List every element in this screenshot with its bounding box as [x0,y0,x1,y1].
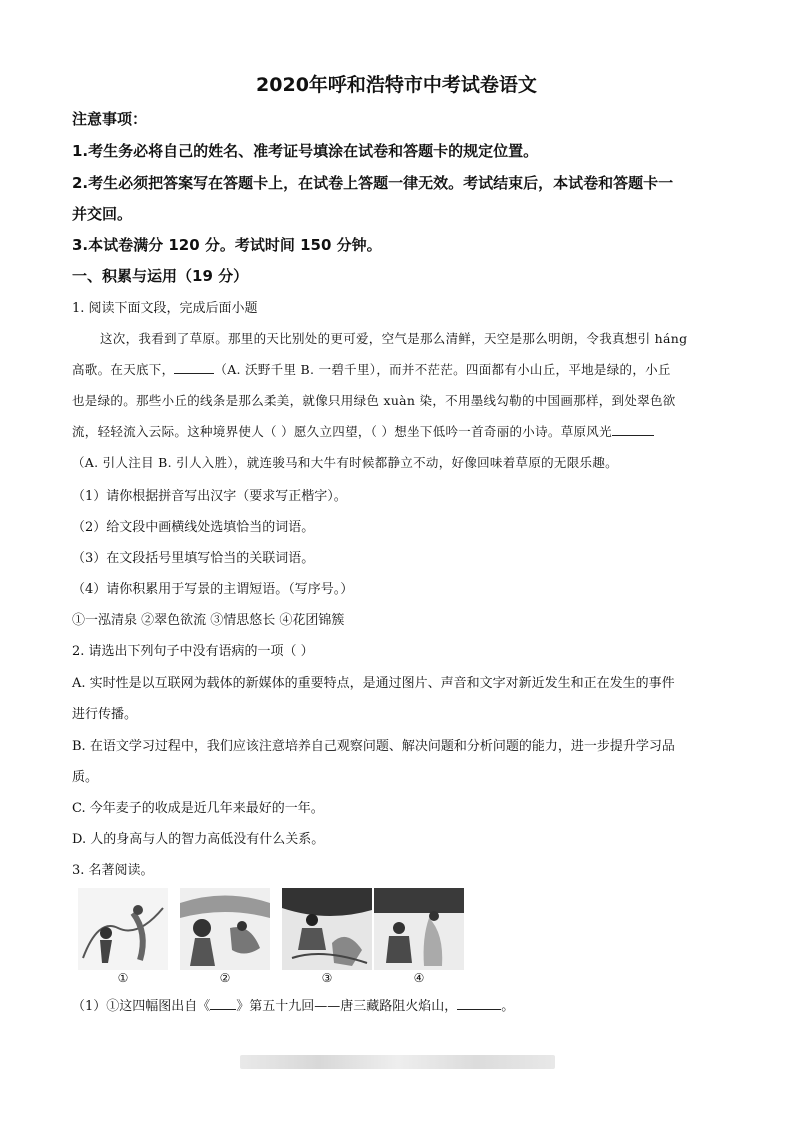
notice-item-2-cont: 并交回。 [72,205,133,223]
passage-line: （A. 引人注目 B. 引人入胜），就连骏马和大牛有时候都静立不动，好像回味着草原的无限乐趣。 [72,455,618,470]
answer-blank[interactable] [174,361,214,374]
page-title: 2020年呼和浩特市中考试卷语文 [256,74,537,96]
question-2-stem: 2. 请选出下列句子中没有语病的一项（ ） [72,644,314,659]
illustration-label: ④ [413,971,425,985]
passage-line [72,422,727,440]
answer-blank[interactable] [457,997,501,1010]
subquestion: （1）请你根据拼音写出汉字（要求写正楷字）。 [72,489,347,504]
option-a: A. 实时性是以互联网为载体的新媒体的重要特点，是通过图片、声音和文字对新近发生和正在发生的事件 [72,676,675,691]
option-b-cont: 质。 [72,770,99,785]
passage-line: 也是绿的。那些小丘的线条是那么柔美，就像只用绿色 xuàn 染，不用墨线勾勒的中国画那样，到处翠色欲 [72,393,676,408]
illustration-3 [282,888,372,970]
blurred-footer-watermark [240,1055,555,1069]
answer-blank[interactable] [612,423,654,436]
notice-item-2: 2.考生必须把答案写在答题卡上，在试卷上答题一律无效。考试结束后，本试卷和答题卡一 [72,174,674,192]
option-b: B. 在语文学习过程中，我们应该注意培养自己观察问题、解决问题和分析问题的能力，进一步提升学习品 [72,739,675,754]
illustration-label: ② [219,971,231,985]
illustration-label: ① [117,971,129,985]
notice-item-1: 1.考生务必将自己的姓名、准考证号填涂在试卷和答题卡的规定位置。 [72,142,539,160]
illustration-group [78,888,478,984]
section-heading: 一、积累与运用（19 分） [72,267,249,285]
answer-blank[interactable] [210,997,236,1010]
passage-text: 流，轻轻流入云际。这种境界使人（ ）愿久立四望，（ ）想坐下低吟一首奇丽的小诗。草原风光 [72,424,612,439]
illustration-2 [180,888,270,970]
option-c: C. 今年麦子的收成是近几年来最好的一年。 [72,801,324,816]
options-line: ①一泓清泉 ②翠色欲流 ③情思悠长 ④花团锦簇 [72,613,345,628]
subquestion-text: （1）①这四幅图出自《 [72,999,211,1014]
option-d: D. 人的身高与人的智力高低没有什么关系。 [72,832,325,847]
passage-line: 这次，我看到了草原。那里的天比别处的更可爱，空气是那么清鲜，天空是那么明朗，令我真想引 háng [100,331,688,346]
passage-text: 高歌。在天底下， [72,362,175,377]
question-1-stem: 1. 阅读下面文段，完成后面小题 [72,301,258,316]
illustration-4 [374,888,464,970]
passage-text: （A. 沃野千里 B. 一碧千里），而并不茫茫。四面都有小山丘，平地是绿的，小丘 [214,362,671,377]
passage-line [72,360,727,378]
illustration-label: ③ [321,971,333,985]
option-a-cont: 进行传播。 [72,707,138,722]
subquestion: （2）给文段中画横线处选填恰当的词语。 [72,520,315,535]
subquestion-text: 》第五十九回——唐三藏路阻火焰山， [236,999,458,1014]
question-3-stem: 3. 名著阅读。 [72,863,154,878]
subquestion-text: 。 [501,999,515,1014]
illustration-1 [78,888,168,970]
subquestion: （3）在文段括号里填写恰当的关联词语。 [72,551,315,566]
notice-item-3: 3.本试卷满分 120 分。考试时间 150 分钟。 [72,236,382,254]
subquestion: （4）请你积累用于写景的主谓短语。（写序号。） [72,582,354,597]
subquestion [72,995,727,1014]
notice-heading: 注意事项： [72,110,148,128]
